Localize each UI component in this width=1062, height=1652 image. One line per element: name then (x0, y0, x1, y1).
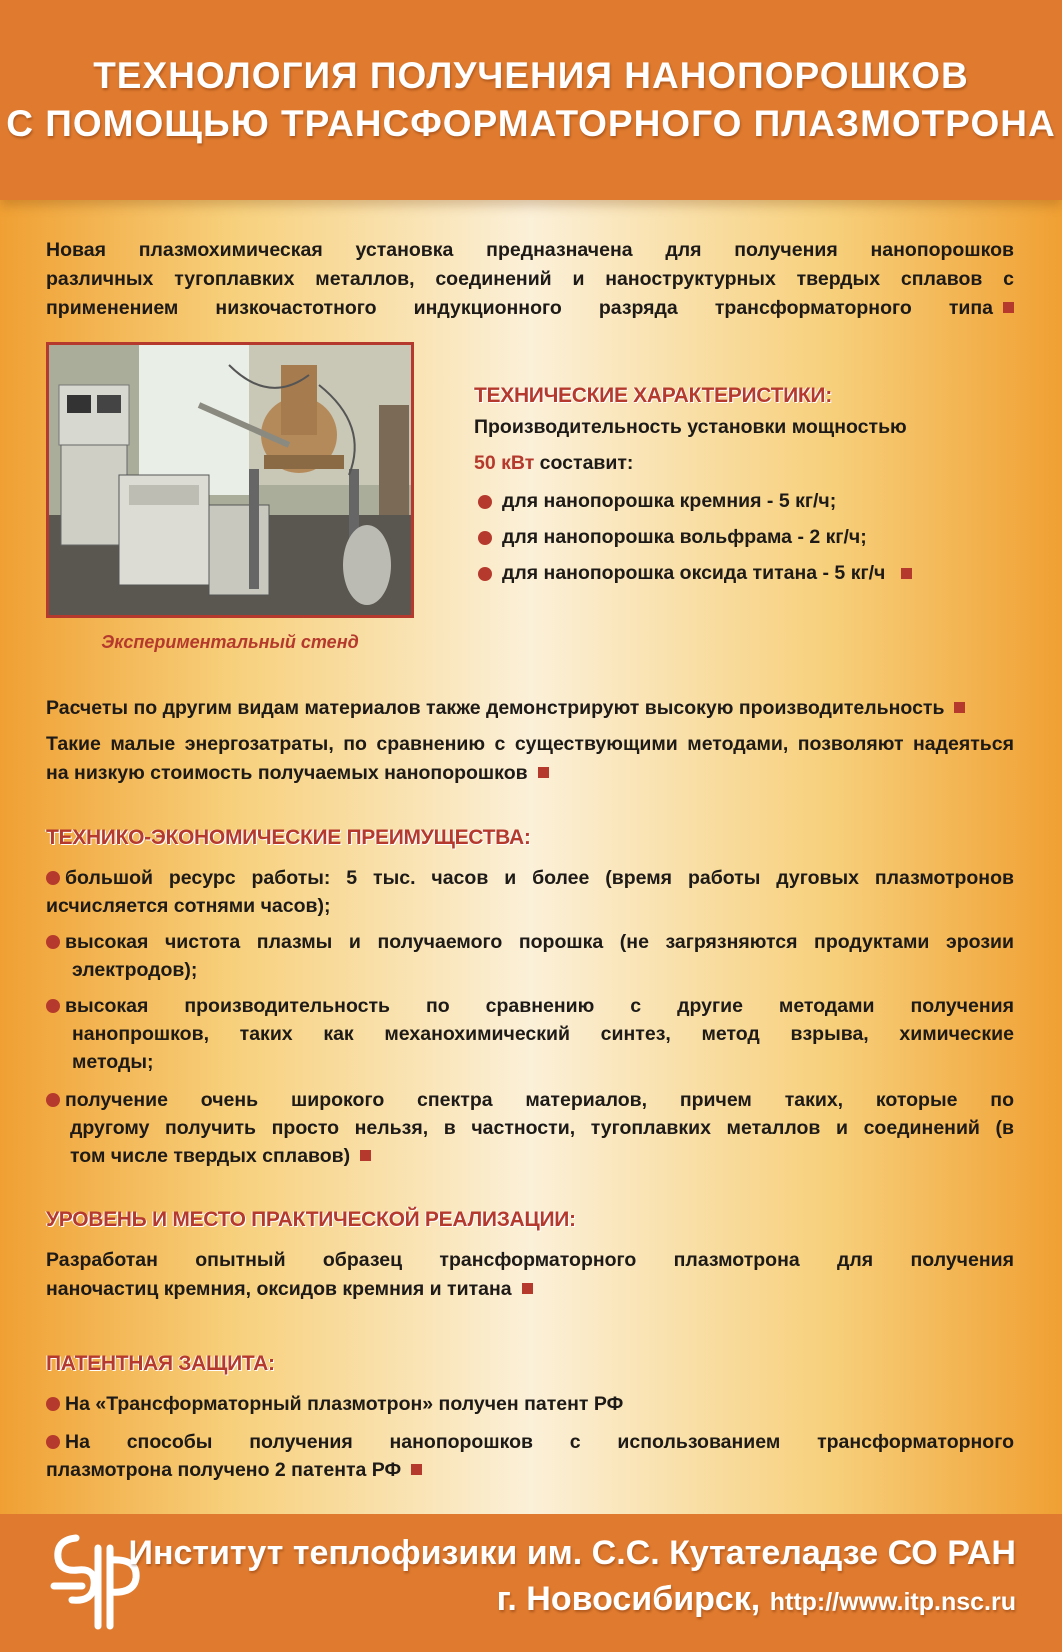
advantages-title: ТЕХНИКО-ЭКОНОМИЧЕСКИЕ ПРЕИМУЩЕСТВА: (46, 826, 531, 849)
advantage-item (46, 928, 1014, 984)
specs-line-1: Производительность установки мощностью (474, 416, 907, 438)
advantage-text: высокая производительность по сравнению с другие методами получения (65, 995, 1014, 1017)
advantage-text: высокая чистота плазмы и получаемого порошка (не загрязняются продуктами эрозии (65, 931, 1014, 953)
intro-line-2: различных тугоплавких металлов, соединений и наноструктурных твердых сплавов с (46, 268, 1014, 290)
advantage-text: большой ресурс работы: 5 тыс. часов и более (время работы дуговых плазмотронов (65, 867, 1014, 889)
bullet-icon (46, 999, 60, 1013)
bullet-icon (478, 531, 492, 545)
implementation-line-2: наночастиц кремния, оксидов кремния и титана (46, 1278, 512, 1300)
specs-title: ТЕХНИЧЕСКИЕ ХАРАКТЕРИСТИКИ: (474, 384, 832, 407)
end-mark-icon (1003, 302, 1014, 313)
spec-item-text: для нанопорошка кремния - 5 кг/ч; (502, 490, 837, 512)
implementation-line-1: Разработан опытный образец трансформаторного плазмотрона для получения (46, 1249, 1014, 1271)
advantage-text: исчисляется сотнями часов); (46, 895, 331, 917)
patents-title: ПАТЕНТНАЯ ЗАЩИТА: (46, 1352, 275, 1375)
calc-note (46, 694, 1014, 723)
city-name: г. Новосибирск, (496, 1580, 761, 1618)
experimental-stand-photo (46, 342, 414, 618)
spec-item (478, 526, 867, 549)
spec-item (478, 490, 836, 513)
bullet-icon (46, 871, 60, 885)
bullet-icon (478, 567, 492, 581)
end-mark-icon (954, 702, 965, 713)
intro-line-3: применением низкочастотного индукционного разряда трансформаторного типа (46, 297, 993, 319)
website-link[interactable]: http://www.itp.nsc.ru (769, 1588, 1016, 1616)
intro-line-1: Новая плазмохимическая установка предназначена для получения нанопорошков (46, 239, 1014, 261)
header-banner (0, 0, 1062, 200)
advantage-text: электродов); (72, 959, 198, 981)
patent-item (46, 1390, 1014, 1418)
institute-location (497, 1580, 1016, 1619)
page-title-line-2: С ПОМОЩЬЮ ТРАНСФОРМАТОРНОГО ПЛАЗМОТРОНА (6, 103, 1056, 144)
lab-equipment-illustration (49, 345, 411, 615)
end-mark-icon (901, 568, 912, 579)
implementation-paragraph (46, 1246, 1014, 1304)
bullet-icon (46, 1435, 60, 1449)
page-title-line-1: ТЕХНОЛОГИЯ ПОЛУЧЕНИЯ НАНОПОРОШКОВ (93, 55, 969, 96)
photo-caption: Экспериментальный стенд (101, 632, 359, 652)
spec-item (478, 562, 912, 585)
advantage-item (46, 864, 1014, 920)
energy-note-line-2: на низкую стоимость получаемых нанопорошков (46, 762, 528, 784)
institute-name: Институт теплофизики им. С.С. Кутателадзе СО РАН (128, 1534, 1016, 1572)
implementation-title: УРОВЕНЬ И МЕСТО ПРАКТИЧЕСКОЙ РЕАЛИЗАЦИИ: (46, 1208, 576, 1231)
calc-note-text: Расчеты по другим видам материалов также демонстрируют высокую производительность (46, 697, 945, 719)
patent-text: плазмотрона получено 2 патента РФ (46, 1459, 402, 1481)
power-value: 50 кВт (474, 452, 535, 474)
energy-note (46, 730, 1014, 788)
end-mark-icon (522, 1283, 533, 1294)
advantage-text: методы; (72, 1051, 154, 1073)
advantage-item (46, 1086, 1014, 1170)
spec-item-text: для нанопорошка вольфрама - 2 кг/ч; (502, 526, 867, 548)
energy-note-line-1: Такие малые энергозатраты, по сравнению с существующими методами, позволяют надеяться (46, 733, 1014, 755)
bullet-icon (478, 495, 492, 509)
specs-line-2-rest: составит: (539, 452, 634, 474)
footer-banner (0, 1514, 1062, 1652)
bullet-icon (46, 1093, 60, 1107)
patent-text: На «Трансформаторный плазмотрон» получен патент РФ (65, 1393, 624, 1415)
intro-paragraph (46, 236, 1014, 323)
end-mark-icon (538, 767, 549, 778)
patent-text: На способы получения нанопорошков с использованием трансформаторного (65, 1431, 1014, 1453)
advantage-text: другому получить просто нельзя, в частности, тугоплавких металлов и соединений (в (70, 1117, 1014, 1139)
specs-line-2 (474, 446, 1014, 480)
patent-item (46, 1428, 1014, 1484)
end-mark-icon (360, 1150, 371, 1161)
advantage-text: нанопрошков, таких как механохимический синтез, метод взрыва, химические (72, 1023, 1014, 1045)
bullet-icon (46, 1397, 60, 1411)
bullet-icon (46, 935, 60, 949)
end-mark-icon (411, 1464, 422, 1475)
advantage-text: получение очень широкого спектра материалов, причем таких, которые по (65, 1089, 1014, 1111)
advantage-text: том числе твердых сплавов) (70, 1145, 351, 1167)
spec-item-text: для нанопорошка оксида титана - 5 кг/ч (502, 562, 886, 584)
advantage-item (46, 992, 1014, 1076)
